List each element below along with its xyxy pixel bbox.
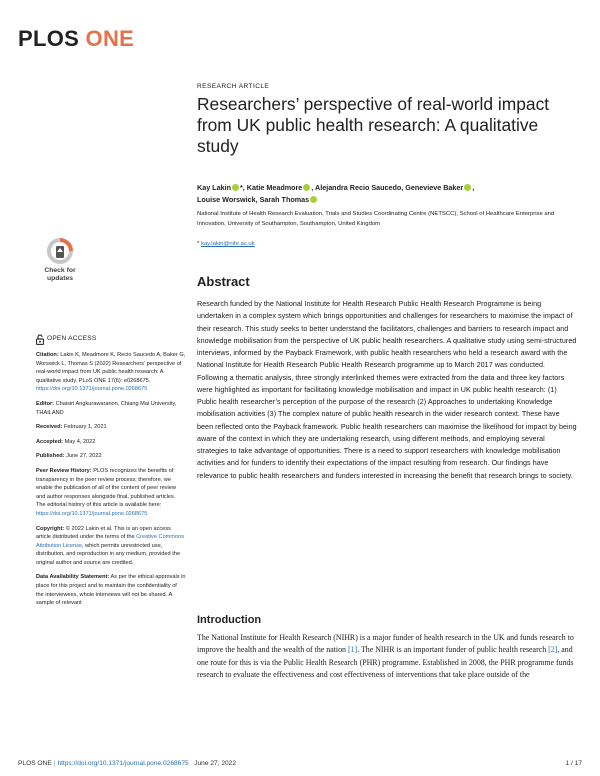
check-updates-icon bbox=[47, 238, 73, 266]
reference-link[interactable]: [1] bbox=[347, 645, 358, 655]
journal-logo[interactable] bbox=[18, 26, 134, 52]
page-footer: PLOS ONE | https://doi.org/10.1371/journal.pone.0268675 June 27, 2022 bbox=[18, 760, 236, 767]
correspondence: * kay.lakin@nihr.ac.uk bbox=[197, 241, 255, 247]
open-lock-icon bbox=[36, 334, 44, 345]
article-info-sidebar bbox=[36, 334, 186, 614]
article-title: Researchers’ perspective of real-world impact from UK public health research: A qualitative study bbox=[197, 94, 550, 156]
introduction-text: The National Institute for Health Research (NIHR) is a major funder of health research in the UK and funds research to improve the health and the wealth of the nation [1]. The NIHR is an important funder of public health research [2], and one route for this is via the Public Health Research (PHR) programme. Established in 2008, the PHR programme funds research to evaluate the effectiveness and cost effectiveness of interventions that take place outside of the bbox=[197, 633, 574, 679]
received-date: Received: February 1, 2021 bbox=[36, 424, 107, 431]
article-type: RESEARCH ARTICLE bbox=[197, 83, 270, 90]
peer-review-block: Peer Review History: PLOS recognizes the benefits of transparency in the peer review process; therefore, we enable the publication of all of the content of peer review and author responses alongside final, published articles. The editorial history of this article is available here: https://doi.org/10.1371/journal.pone.0268675 bbox=[36, 467, 176, 517]
logo-one: ONE bbox=[85, 26, 135, 51]
citation-block: Citation: Lakin K, Meadmore K, Recio Saucedo A, Baker G, Worswick L, Thomas S (2022) Researchers’ perspective of real-world impact from UK public health research: A qualitative study. PLoS ONE 17(6): e0268675. https://doi.org/10.1371/journal.pone.0268675 bbox=[36, 352, 186, 393]
author-list: Kay Lakin *, Katie Meadmore , Alejandra Recio Saucedo, Genevieve Baker , Louise Worswick, Sarah Thomas bbox=[197, 183, 475, 204]
footer-journal: PLOS ONE bbox=[18, 760, 52, 767]
orcid-icon[interactable] bbox=[303, 184, 310, 191]
email-link[interactable]: kay.lakin@nihr.ac.uk bbox=[200, 241, 255, 247]
orcid-icon[interactable] bbox=[232, 184, 239, 191]
abstract-heading: Abstract bbox=[197, 274, 250, 289]
data-availability-block: Data Availability Statement: As per the ethical approvals in place for this project and to maintain the confidentiality of the interviewees, whole interviews will not be shared. A sample of relevant bbox=[36, 574, 186, 607]
check-for-updates-badge[interactable] bbox=[36, 238, 84, 290]
logo-plos: PLOS bbox=[18, 26, 80, 51]
footer-doi-link[interactable]: https://doi.org/10.1371/journal.pone.0268675 bbox=[57, 760, 189, 767]
affiliation: National Institute of Health Research Evaluation, Trials and Studies Coordinating Centre (NETSCC), School of Healthcare Enterprise and Innovation, University of Southampton, Southampton, United Kingdom bbox=[197, 211, 555, 227]
citation-doi-link[interactable]: https://doi.org/10.1371/journal.pone.0268675 bbox=[36, 386, 148, 393]
page-number: 1 / 17 bbox=[565, 760, 582, 767]
orcid-icon[interactable] bbox=[464, 184, 471, 191]
accepted-date: Accepted: May 4, 2022 bbox=[36, 438, 96, 445]
peer-review-link[interactable]: https://doi.org/10.1371/journal.pone.0268675 bbox=[36, 510, 148, 517]
author-name[interactable]: , Alejandra Recio Saucedo, Genevieve Baker bbox=[311, 183, 464, 192]
open-access-label: OPEN ACCESS bbox=[36, 334, 186, 345]
abstract-text: Research funded by the National Institute for Health Research Public Health Research Programme is being undertaken in a complex system which brings opportunities and challenges for researchers to maximise the impact of their research. This study seeks to better understand the facilitators, challenges and barriers to research impact and knowledge mobilisation from the perspective of UK public health researchers. A qualitative study using semi-structured interviews, informed by the Payback Framework, with public health researchers who held a research award with the National Institute for Health Research Public Health Research programme up to March 2017 was conducted. Following a thematic analysis, three strongly interlinked themes were extracted from the data and three key factors were highlighted as important for facilitating knowledge mobilisation and impact in UK public health research: (1) Public health researcher’s perception of the purpose of the research (2) Approaches to undertaking Knowledge mobilisation activities (3) The complex nature of public health research in the wider research context. These have been reflected onto the Payback framework. Public health researchers can maximise the likelihood for impact by being aware of the context in which they are undertaking research, using different methods, and employing several strategies to take advantage of opportunities. There is a need to support researchers with knowledge mobilisation activities and for funders to identify their expectations of the impact resulting from research. Our findings have relevance to public health researchers and funders interested in increasing the benefit that research brings to society. bbox=[197, 300, 577, 480]
editor-block: Editor: Chaisiri Angkurawaranon, Chiang Mai University, THAILAND bbox=[36, 400, 177, 416]
check-updates-label: Check for updates bbox=[44, 267, 76, 282]
license-link[interactable]: Creative Commons Attribution License bbox=[36, 534, 185, 549]
author-name[interactable]: Louise Worswick, Sarah Thomas bbox=[197, 195, 310, 204]
reference-link[interactable]: [2] bbox=[548, 645, 558, 655]
author-name[interactable]: *, Katie Meadmore bbox=[239, 183, 303, 192]
footer-date: June 27, 2022 bbox=[194, 760, 236, 767]
published-date: Published: June 27, 2022 bbox=[36, 453, 102, 460]
introduction-heading: Introduction bbox=[197, 614, 262, 626]
orcid-icon[interactable] bbox=[310, 196, 317, 203]
copyright-block: Copyright: © 2022 Lakin et al. This is an open access article distributed under the terms of the Creative Commons Attribution License, which permits unrestricted use, distribution, and reproduction in any medium, provided the original author and source are credited. bbox=[36, 525, 185, 566]
author-name[interactable]: Kay Lakin bbox=[197, 183, 231, 192]
